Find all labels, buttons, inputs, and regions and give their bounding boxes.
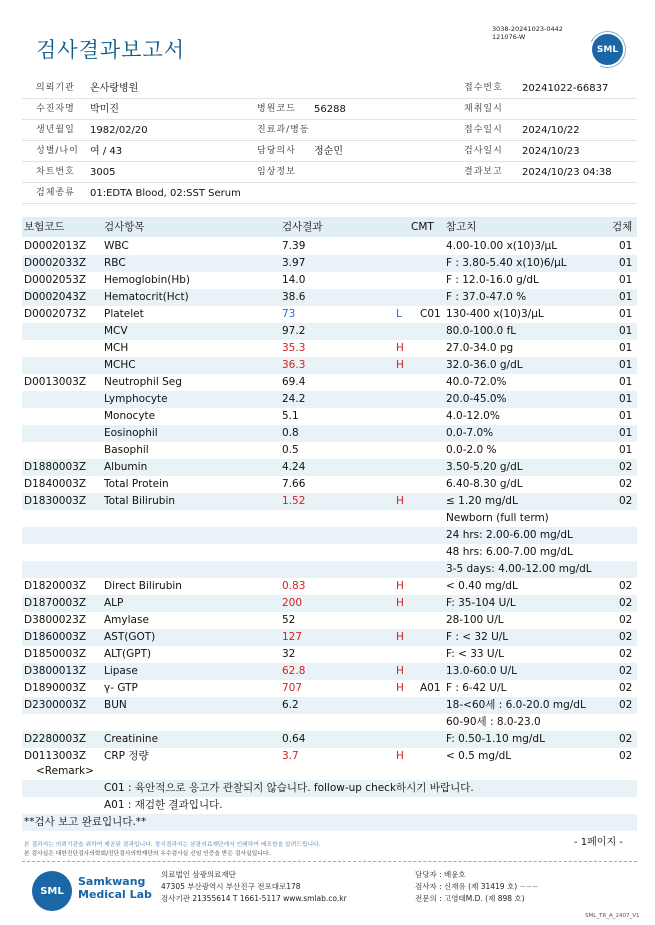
header-row <box>22 78 637 99</box>
header-value: 1982/02/20 <box>90 125 148 136</box>
cell-item: Neutrophil Seg <box>104 376 182 388</box>
cell-item: Direct Bilirubin <box>104 580 182 592</box>
cell-ref: 24 hrs: 2.00-6.00 mg/dL <box>446 529 573 541</box>
cell-code: D1890003Z <box>24 682 87 694</box>
results-header <box>22 217 637 237</box>
staff-doctor: 고영태M.D. (제 898 호) <box>444 894 525 903</box>
header-label: 차트번호 <box>36 167 75 177</box>
header-label: 담당의사 <box>257 146 296 156</box>
table-row <box>22 714 637 731</box>
cell-code: D1820003Z <box>24 580 87 592</box>
cell-result: 3.97 <box>282 257 306 269</box>
cell-item: MCV <box>104 325 128 337</box>
header-value: 20241022-66837 <box>522 83 609 94</box>
cell-ref: < 0.40 mg/dL <box>446 580 518 592</box>
cell-spec: 02 <box>619 733 633 745</box>
cell-result: 1.52 <box>282 495 306 507</box>
header-value: 56288 <box>314 104 346 115</box>
header-value: 여 / 43 <box>90 146 123 157</box>
lab-address: 47305 부산광역시 부산진구 전포대로178 <box>161 882 301 891</box>
cell-ref: 4.0-12.0% <box>446 410 500 422</box>
cell-ref: 60-90세 : 8.0-23.0 <box>446 716 541 728</box>
header-value: 2024/10/23 <box>522 146 580 157</box>
table-row <box>22 697 637 714</box>
sml-logo: SML <box>592 34 623 65</box>
header-value: 온사랑병원 <box>90 83 139 94</box>
cell-code: D3800023Z <box>24 614 87 626</box>
cell-ref: F: < 33 U/L <box>446 648 505 660</box>
lab-org: 의료법인 삼광의료재단 <box>161 870 236 879</box>
cell-result: 69.4 <box>282 376 306 388</box>
cell-code: D0002043Z <box>24 291 87 303</box>
lab-name-line2: Medical Lab <box>78 888 152 901</box>
header-value: 3005 <box>90 167 116 178</box>
table-row <box>22 629 637 646</box>
remark-a01-row <box>22 797 637 814</box>
table-row <box>22 272 637 289</box>
staff-info <box>415 869 538 905</box>
header-label: 의뢰기관 <box>36 83 75 93</box>
table-row <box>22 340 637 357</box>
cell-spec: 02 <box>619 648 633 660</box>
page-number: - 1페이지 - <box>574 837 623 848</box>
cell-flag: H <box>396 342 404 354</box>
cell-code: D0002013Z <box>24 240 87 252</box>
cell-ref: Newborn (full term) <box>446 512 549 524</box>
cell-ref: 28-100 U/L <box>446 614 504 626</box>
report-complete-row <box>22 814 637 831</box>
cell-spec: 01 <box>619 342 633 354</box>
cell-code: D3800013Z <box>24 665 87 677</box>
cell-result: 38.6 <box>282 291 306 303</box>
header-label: 생년월일 <box>36 125 75 135</box>
cell-result: 0.5 <box>282 444 299 456</box>
cell-spec: 02 <box>619 614 633 626</box>
table-row <box>22 561 637 578</box>
cell-spec: 01 <box>619 325 633 337</box>
cell-result: 7.66 <box>282 478 306 490</box>
cell-item: ALP <box>104 597 124 609</box>
table-row <box>22 578 637 595</box>
cell-spec: 02 <box>619 580 633 592</box>
lab-info <box>161 869 347 905</box>
header-row <box>22 141 637 162</box>
cell-ref: 0.0-2.0 % <box>446 444 497 456</box>
cell-code: D1850003Z <box>24 648 87 660</box>
cell-item: Hemoglobin(Hb) <box>104 274 191 286</box>
cell-ref: 3-5 days: 4.00-12.00 mg/dL <box>446 563 592 575</box>
remark-a01: A01 : 재검한 결과입니다. <box>104 799 223 811</box>
cell-item: Lymphocyte <box>104 393 168 405</box>
table-row <box>22 289 637 306</box>
cell-result: 52 <box>282 614 296 626</box>
cell-result: 62.8 <box>282 665 306 677</box>
header-value: 01:EDTA Blood, 02:SST Serum <box>90 188 241 199</box>
cell-spec: 02 <box>619 699 633 711</box>
cell-ref: F: 0.50-1.10 mg/dL <box>446 733 545 745</box>
cell-ref: 13.0-60.0 U/L <box>446 665 517 677</box>
table-row <box>22 510 637 527</box>
cell-result: 5.1 <box>282 410 299 422</box>
col-result: 검사결과 <box>282 221 323 233</box>
cell-result: 7.39 <box>282 240 306 252</box>
cell-ref: < 0.5 mg/dL <box>446 750 512 762</box>
cell-spec: 01 <box>619 274 633 286</box>
header-value: 2024/10/22 <box>522 125 580 136</box>
lab-name-line1: Samkwang <box>78 875 146 888</box>
table-row <box>22 306 637 323</box>
cell-item: MCHC <box>104 359 136 371</box>
staff-tester: 신재유 (제 31419 호) <box>444 882 518 891</box>
cell-code: D0013003Z <box>24 376 87 388</box>
cell-item: Basophil <box>104 444 149 456</box>
cell-ref: 80.0-100.0 fL <box>446 325 517 337</box>
remark-c01: C01 : 육안적으로 응고가 관찰되지 않습니다. follow-up check하시기 바랍니다. <box>104 782 474 794</box>
header-label: 채취일시 <box>464 104 503 114</box>
cell-item: Monocyte <box>104 410 156 422</box>
cell-result: 127 <box>282 631 303 643</box>
cell-spec: 01 <box>619 308 633 320</box>
cell-result: 32 <box>282 648 296 660</box>
signature-mark: ~∽~ <box>519 882 539 891</box>
header-label: 임상정보 <box>257 167 296 177</box>
cell-code: D1830003Z <box>24 495 87 507</box>
footer-sml-logo: SML <box>32 871 72 911</box>
cell-result: 6.2 <box>282 699 299 711</box>
cell-flag: H <box>396 682 404 694</box>
lab-name <box>78 875 152 901</box>
cell-ref: 32.0-36.0 g/dL <box>446 359 523 371</box>
cell-flag: H <box>396 665 404 677</box>
cell-code: D2300003Z <box>24 699 87 711</box>
cell-ref: F: 35-104 U/L <box>446 597 516 609</box>
cell-ref: F : 6-42 U/L <box>446 682 507 694</box>
cell-spec: 01 <box>619 427 633 439</box>
table-row <box>22 493 637 510</box>
cell-result: 24.2 <box>282 393 306 405</box>
header-row <box>22 120 637 141</box>
cell-spec: 02 <box>619 682 633 694</box>
cell-ref: F : 37.0-47.0 % <box>446 291 527 303</box>
cell-item: Hematocrit(Hct) <box>104 291 189 303</box>
cell-spec: 01 <box>619 257 633 269</box>
table-row <box>22 731 637 748</box>
staff-manager: 배윤호 <box>444 870 466 879</box>
cell-ref: 130-400 x(10)3/μL <box>446 308 544 320</box>
cell-spec: 02 <box>619 461 633 473</box>
cell-code: D1880003Z <box>24 461 87 473</box>
staff-tester-label: 검사자 : <box>415 882 442 891</box>
table-row <box>22 527 637 544</box>
document-id <box>492 25 563 41</box>
cell-item: Lipase <box>104 665 138 677</box>
footer-divider <box>22 861 637 862</box>
cell-item: Amylase <box>104 614 149 626</box>
cell-ref: F : < 32 U/L <box>446 631 509 643</box>
header-label: 접수일시 <box>464 125 503 135</box>
header-row <box>22 162 637 183</box>
cell-spec: 01 <box>619 359 633 371</box>
table-row <box>22 646 637 663</box>
header-label: 검사일시 <box>464 146 503 156</box>
col-spec: 검체 <box>612 221 633 233</box>
cell-item: Eosinophil <box>104 427 158 439</box>
cell-spec: 02 <box>619 665 633 677</box>
cell-item: RBC <box>104 257 126 269</box>
cell-result: 0.64 <box>282 733 306 745</box>
cell-ref: 48 hrs: 6.00-7.00 mg/dL <box>446 546 573 558</box>
cell-ref: F : 3.80-5.40 x(10)6/μL <box>446 257 567 269</box>
cell-code: D1870003Z <box>24 597 87 609</box>
cell-ref: 27.0-34.0 pg <box>446 342 514 354</box>
document-id-line2: 121076-W <box>492 33 526 41</box>
cell-item: ALT(GPT) <box>104 648 152 660</box>
cell-ref: F : 12.0-16.0 g/dL <box>446 274 539 286</box>
cell-item: Total Bilirubin <box>104 495 176 507</box>
table-row <box>22 374 637 391</box>
cell-ref: 4.00-10.00 x(10)3/μL <box>446 240 558 252</box>
header-label: 수진자명 <box>36 104 75 114</box>
header-label: 결과보고 <box>464 167 503 177</box>
cell-code: D1860003Z <box>24 631 87 643</box>
header-value: 박미진 <box>90 104 119 115</box>
cell-item: BUN <box>104 699 127 711</box>
cell-flag: H <box>396 631 404 643</box>
cell-item: AST(GOT) <box>104 631 156 643</box>
cell-item: Creatinine <box>104 733 159 745</box>
cell-code: D0002053Z <box>24 274 87 286</box>
cell-ref: 6.40-8.30 g/dL <box>446 478 523 490</box>
cell-code: D0113003Z <box>24 750 87 762</box>
cell-flag: H <box>396 580 404 592</box>
cell-result: 707 <box>282 682 303 694</box>
table-row <box>22 612 637 629</box>
cell-code: D0002073Z <box>24 308 87 320</box>
report-complete: **검사 보고 완료입니다.** <box>24 816 147 828</box>
cell-result: 4.24 <box>282 461 306 473</box>
table-row <box>22 544 637 561</box>
header-label: 접수번호 <box>464 83 503 93</box>
cell-spec: 01 <box>619 291 633 303</box>
cell-result: 0.8 <box>282 427 299 439</box>
header-label: 성별/나이 <box>36 146 79 156</box>
table-row <box>22 408 637 425</box>
cell-cmt: C01 <box>420 308 441 320</box>
table-row <box>22 255 637 272</box>
cell-item: Total Protein <box>104 478 169 490</box>
cell-code: D0002033Z <box>24 257 87 269</box>
cell-result: 0.83 <box>282 580 306 592</box>
header-label: 검체종류 <box>36 188 75 198</box>
cell-item: Albumin <box>104 461 148 473</box>
cell-ref: 18-<60세 : 6.0-20.0 mg/dL <box>446 699 586 711</box>
table-row <box>22 595 637 612</box>
cell-flag: L <box>396 308 402 320</box>
col-code: 보험코드 <box>24 221 65 233</box>
cell-ref: 0.0-7.0% <box>446 427 494 439</box>
cell-code: D2280003Z <box>24 733 87 745</box>
table-row <box>22 459 637 476</box>
cell-flag: H <box>396 359 404 371</box>
cell-item: CRP 정량 <box>104 750 149 762</box>
header-value: 2024/10/23 04:38 <box>522 167 612 178</box>
cell-spec: 02 <box>619 750 633 762</box>
table-row <box>22 425 637 442</box>
remark-c01-row <box>22 780 637 797</box>
footer-note-2: 본 검사실은 대한진단검사의학회/진단검사의학재단의 우수검사실 신임 인증을 받은 검사실입니다. <box>24 851 271 857</box>
cell-result: 73 <box>282 308 296 320</box>
lab-phone: 검사기관 21355614 T 1661-5117 www.smlab.co.kr <box>161 894 347 903</box>
cell-spec: 02 <box>619 597 633 609</box>
remark-title: <Remark> <box>36 765 94 777</box>
header-row <box>22 99 637 120</box>
page-title: 검사결과보고서 <box>36 38 186 62</box>
cell-flag: H <box>396 750 404 762</box>
footer-note-1: 본 결과지는 의뢰기관을 위하여 제공된 결과입니다. 정식결과지는 삼광의료재단에서 인쇄하여 배포함을 알려드립니다. <box>24 842 321 848</box>
remark-title-row <box>22 763 637 780</box>
cell-result: 200 <box>282 597 303 609</box>
col-cmt: CMT <box>411 221 434 233</box>
cell-spec: 01 <box>619 410 633 422</box>
cell-spec: 02 <box>619 478 633 490</box>
header-row <box>22 183 637 204</box>
table-row <box>22 476 637 493</box>
table-row <box>22 391 637 408</box>
table-row <box>22 442 637 459</box>
cell-item: WBC <box>104 240 129 252</box>
cell-spec: 01 <box>619 393 633 405</box>
cell-cmt: A01 <box>420 682 441 694</box>
cell-ref: 20.0-45.0% <box>446 393 507 405</box>
cell-spec: 02 <box>619 495 633 507</box>
table-row <box>22 238 637 255</box>
header-label: 진료과/병동 <box>257 125 310 135</box>
col-ref: 참고치 <box>446 221 477 233</box>
staff-doctor-label: 전문의 : <box>415 894 442 903</box>
patient-header <box>22 78 637 204</box>
table-row <box>22 323 637 340</box>
cell-result: 35.3 <box>282 342 306 354</box>
header-label: 병원코드 <box>257 104 296 114</box>
cell-ref: ≤ 1.20 mg/dL <box>446 495 518 507</box>
cell-result: 36.3 <box>282 359 306 371</box>
cell-ref: 40.0-72.0% <box>446 376 507 388</box>
cell-spec: 01 <box>619 444 633 456</box>
cell-result: 3.7 <box>282 750 299 762</box>
staff-manager-label: 담당자 : <box>415 870 442 879</box>
cell-spec: 01 <box>619 240 633 252</box>
table-row <box>22 663 637 680</box>
document-id-line1: 3038-20241023-0442 <box>492 25 563 33</box>
cell-flag: H <box>396 495 404 507</box>
cell-spec: 01 <box>619 376 633 388</box>
table-row <box>22 357 637 374</box>
cell-spec: 02 <box>619 631 633 643</box>
cell-item: Platelet <box>104 308 144 320</box>
cell-item: γ- GTP <box>104 682 138 694</box>
cell-code: D1840003Z <box>24 478 87 490</box>
cell-item: MCH <box>104 342 129 354</box>
cell-ref: 3.50-5.20 g/dL <box>446 461 523 473</box>
cell-result: 97.2 <box>282 325 306 337</box>
header-value: 정순민 <box>314 146 343 157</box>
cell-result: 14.0 <box>282 274 306 286</box>
cell-flag: H <box>396 597 404 609</box>
col-item: 검사항목 <box>104 221 145 233</box>
form-code: SML_TR_A_2407_V1 <box>585 913 640 919</box>
table-row <box>22 680 637 697</box>
